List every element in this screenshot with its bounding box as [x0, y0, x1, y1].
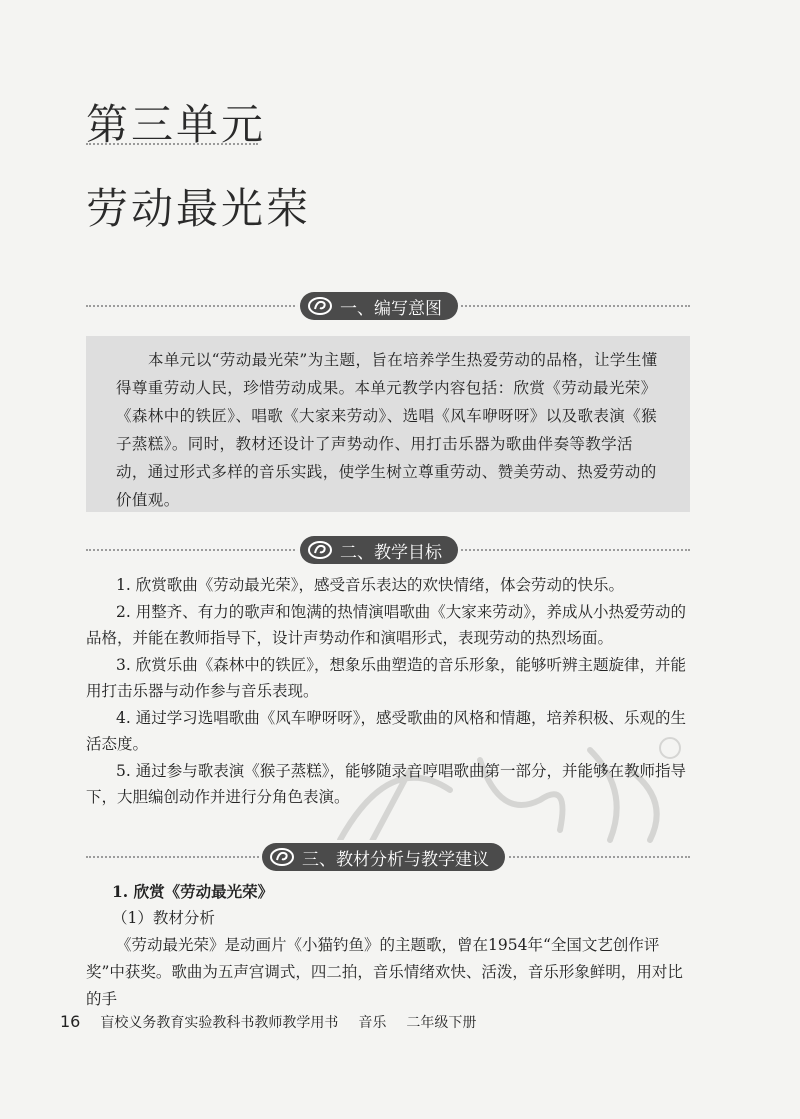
analysis-section: [86, 878, 690, 1013]
intro-paragraph: 本单元以“劳动最光荣”为主题，旨在培养学生热爱劳动的品格，让学生懂得尊重劳动人民，珍惜劳动成果。本单元教学内容包括：欣赏《劳动最光荣》《森林中的铁匠》、唱歌《大家来劳动》、选唱《风车咿呀呀》以及歌表演《猴子蒸糕》。同时，教材还设计了声势动作、用打击乐器为歌曲伴奏等教学活动，通过形式多样的音乐实践，使学生树立尊重劳动、赞美劳动、热爱劳动的价值观。: [86, 336, 690, 512]
analysis-subheading: （1）教材分析: [112, 909, 215, 927]
analysis-body: 《劳动最光荣》是动画片《小猫钓鱼》的主题歌，曾在1954年“全国文艺创作评奖”中获奖。歌曲为五声宫调式，四二拍，音乐情绪欢快、活泼，音乐形象鲜明，用对比的手: [86, 936, 683, 1008]
analysis-heading: 1. 欣赏《劳动最光荣》: [112, 882, 274, 901]
unit-title-rule: [86, 143, 258, 145]
grade-label: 二年级下册: [406, 1015, 477, 1031]
section-title: 一、编写意图: [340, 298, 442, 319]
section-pill: [262, 843, 505, 871]
unit-number: 第三单元: [86, 100, 267, 149]
section-header-goals: [86, 536, 690, 564]
page-footer: [60, 1012, 476, 1032]
goal-item: 2. 用整齐、有力的歌声和饱满的热情演唱歌曲《大家来劳动》，养成从小热爱劳动的品格，并能在教师指导下，设计声势动作和演唱形式，表现劳动的热烈场面。: [86, 602, 686, 647]
goal-item: 4. 通过学习选唱歌曲《风车咿呀呀》，感受歌曲的风格和情趣，培养积极、乐观的生活态度。: [86, 708, 686, 753]
book-title: 盲校义务教育实验教科书教师教学用书: [100, 1015, 339, 1031]
unit-title: 劳动最光荣: [86, 184, 312, 233]
ear-icon: [306, 539, 334, 561]
ear-icon: [268, 846, 296, 868]
ear-icon: [306, 295, 334, 317]
goal-item: 5. 通过参与歌表演《猴子蒸糕》，能够随录音哼唱歌曲第一部分，并能够在教师指导下，大胆编创动作并进行分角色表演。: [86, 761, 686, 806]
section-title: 三、教材分析与教学建议: [302, 849, 489, 870]
section-title: 二、教学目标: [340, 542, 442, 563]
section-pill: [300, 292, 458, 320]
section-header-intent: [86, 292, 690, 320]
goal-item: 1. 欣赏歌曲《劳动最光荣》，感受音乐表达的欢快情绪，体会劳动的快乐。: [116, 576, 624, 594]
section-pill: [300, 536, 458, 564]
goals-list: [86, 572, 690, 811]
page-number: 16: [60, 1012, 81, 1031]
goal-item: 3. 欣赏乐曲《森林中的铁匠》，想象乐曲塑造的音乐形象，能够听辨主题旋律，并能用打击乐器与动作参与音乐表现。: [86, 655, 686, 700]
section-header-analysis: [86, 843, 690, 871]
subject-label: 音乐: [358, 1015, 387, 1031]
